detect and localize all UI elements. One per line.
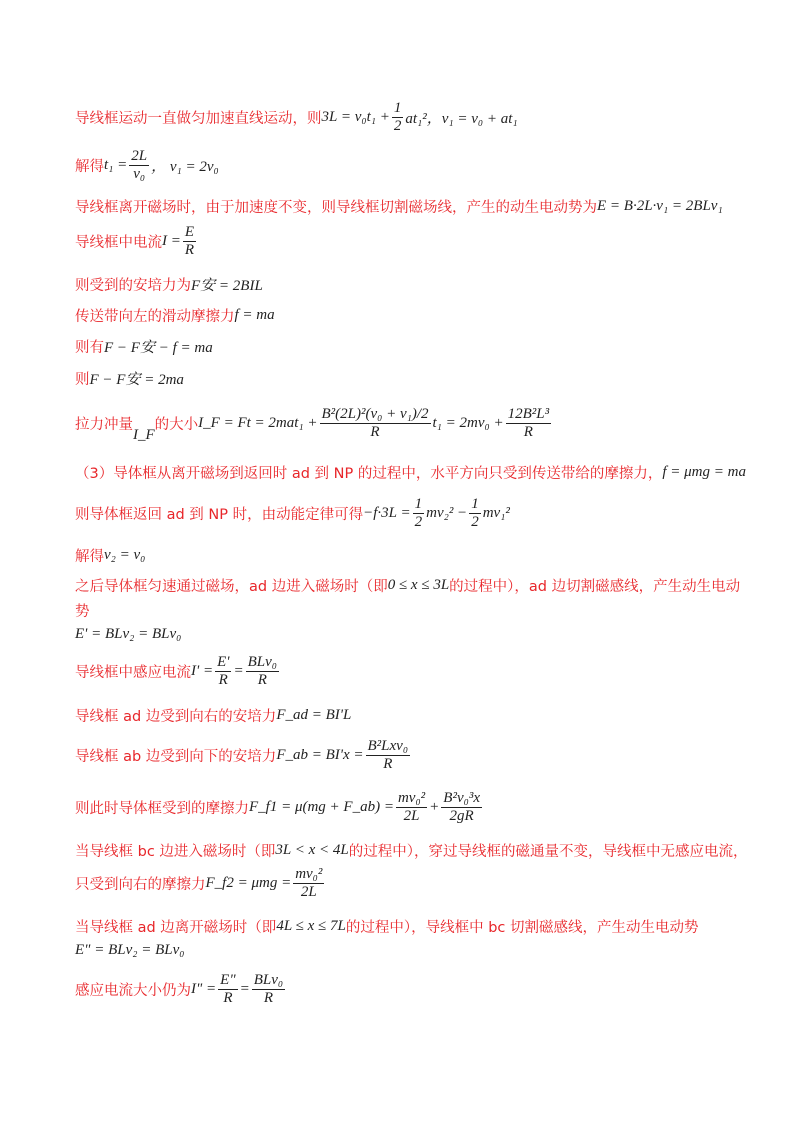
math-expr: I' =: [191, 663, 214, 679]
math-expr: F安 = 2BIL: [191, 278, 263, 294]
fraction: [215, 654, 231, 689]
line-14: [75, 600, 90, 621]
fraction: [392, 100, 404, 135]
numerator: 12B²L³: [507, 406, 550, 422]
math-expr: 0 ≤ x ≤ 3L: [387, 577, 450, 593]
math-expr: I" =: [191, 981, 217, 997]
numerator: 1: [471, 496, 479, 512]
denominator: R: [523, 424, 533, 440]
line-21: [75, 866, 326, 901]
math-expr: E' = BLv₂ = BLv₀: [75, 626, 182, 642]
line-text: 感应电流大小仍为: [75, 983, 191, 999]
line-13: [75, 575, 740, 596]
line-text: 导线框离开磁场时，由于加速度不变，则导线框切割磁场线，产生的动生电动势为: [75, 200, 597, 216]
math-expr: f = μmg = ma: [662, 464, 746, 480]
denominator: 2: [471, 514, 479, 530]
math-expr: 4L ≤ x ≤ 7L: [276, 918, 346, 934]
line-15: [75, 626, 181, 643]
line-6: [75, 305, 275, 326]
denominator: R: [218, 672, 228, 688]
denominator: v₀: [133, 166, 146, 182]
math-expr: F_f2 = μmg =: [205, 875, 292, 891]
line-text: 只受到向右的摩擦力: [75, 877, 206, 893]
line-text: 导线框运动一直做匀加速直线运动，则: [75, 111, 322, 127]
numerator: 1: [393, 100, 402, 116]
fraction: [183, 224, 196, 259]
math-expr: F_f1 = μ(mg + F_ab) =: [249, 799, 394, 815]
fraction: [506, 406, 552, 441]
line-text: 解得: [75, 159, 104, 175]
line-text: 的过程中），穿过导线框的磁通量不变，导线框中无感应电流，: [348, 844, 748, 860]
line-5: [75, 274, 263, 295]
fraction: [413, 496, 425, 531]
denominator: 2: [393, 118, 402, 134]
math-expr: F_ad = BI'L: [276, 707, 352, 723]
line-18: [75, 738, 412, 773]
denominator: R: [257, 672, 267, 688]
fraction: [441, 790, 482, 825]
line-8: [75, 368, 184, 389]
math-expr: −f·3L =: [363, 505, 411, 521]
line-text: 则此时导体框受到的摩擦力: [75, 801, 249, 817]
math-expr: I_F: [133, 427, 155, 443]
fraction: [396, 790, 427, 825]
math-expr: E = B·2L·v₁ = 2BLv₁: [597, 198, 723, 214]
line-4: [75, 224, 198, 259]
math-expr: =: [233, 663, 244, 679]
line-12: [75, 545, 145, 566]
line-17: [75, 705, 351, 726]
numerator: E": [220, 972, 236, 988]
line-20: [75, 840, 747, 861]
line-23: [75, 942, 184, 959]
numerator: BLv₀: [253, 972, 284, 988]
line-19: [75, 790, 484, 825]
line-2: [75, 148, 219, 183]
line-text: 则有: [75, 340, 104, 356]
fraction: [252, 972, 285, 1007]
fraction: [469, 496, 481, 531]
math-expr: v₂ = v₀: [104, 547, 146, 563]
line-text: 导线框中电流: [75, 235, 162, 251]
line-text: 则导体框返回 ad 到 NP 时，由动能定律可得: [75, 507, 364, 523]
math-expr: I_F = Ft = 2mat₁ +: [198, 415, 318, 431]
line-text: 当导线框 ad 边离开磁场时（即: [75, 920, 277, 936]
line-text: 导线框 ad 边受到向右的安培力: [75, 709, 277, 725]
numerator: mv₀²: [295, 866, 323, 882]
line-text: 当导线框 bc 边进入磁场时（即: [75, 844, 276, 860]
fraction: [366, 738, 411, 773]
line-text: 之后导体框匀速通过磁场，ad 边进入磁场时（即: [75, 579, 388, 595]
math-expr: I =: [162, 233, 181, 249]
line-24: [75, 972, 287, 1007]
line-16: [75, 654, 281, 689]
math-expr: ， v₁ = 2v₀: [151, 159, 219, 175]
math-expr: E" = BLv₂ = BLv₀: [75, 942, 185, 958]
math-expr: F_ab = BI'x =: [276, 747, 364, 763]
numerator: B²Lxv₀: [367, 738, 409, 754]
denominator: 2L: [403, 808, 420, 824]
denominator: R: [370, 424, 380, 440]
numerator: 2L: [131, 148, 148, 164]
numerator: 1: [414, 496, 423, 512]
math-expr: at₁²，v₁ = v₀ + at₁: [405, 111, 518, 127]
fraction: [246, 654, 279, 689]
fraction: [293, 866, 324, 901]
math-expr: +: [429, 799, 440, 815]
fraction: [218, 972, 237, 1007]
line-text: （3）导体框从离开磁场到返回时 ad 到 NP 的过程中，水平方向只受到传送带给的摩擦力，: [75, 466, 663, 482]
line-text: 势: [75, 604, 90, 620]
numerator: B²(2L)²(v₀ + v₁)/2: [321, 406, 429, 422]
line-text: 则: [75, 372, 90, 388]
line-text: 拉力冲量: [75, 417, 133, 433]
math-expr: t₁ =: [104, 157, 128, 173]
line-text: 传送带向左的滑动摩擦力: [75, 309, 235, 325]
numerator: B²v₀³x: [443, 790, 480, 806]
denominator: R: [184, 242, 195, 258]
denominator: R: [263, 990, 274, 1006]
denominator: 2L: [300, 884, 317, 900]
math-expr: t₁ = 2mv₀ +: [432, 415, 504, 431]
line-1: [75, 100, 518, 135]
denominator: R: [383, 756, 393, 772]
line-text: 的过程中），ad 边切割磁感线，产生动生电动: [449, 579, 741, 595]
numerator: E': [217, 654, 230, 670]
line-7: [75, 336, 213, 357]
line-text: 则受到的安培力为: [75, 278, 191, 294]
math-expr: f = ma: [234, 307, 275, 323]
fraction: [320, 406, 431, 441]
numerator: BLv₀: [247, 654, 277, 670]
line-10: [75, 462, 746, 483]
math-expr: 3L = v₀t₁ +: [321, 109, 390, 125]
denominator: 2: [414, 514, 423, 530]
numerator: mv₀²: [397, 790, 426, 806]
line-text: 解得: [75, 549, 104, 565]
math-expr: F − F安 = 2ma: [89, 372, 184, 388]
numerator: E: [184, 224, 195, 240]
math-expr: 3L < x < 4L: [275, 842, 349, 858]
line-text: 的过程中），导线框中 bc 切割磁感线，产生动生电动势: [345, 920, 699, 936]
line-text: 导线框中感应电流: [75, 665, 191, 681]
line-9: [75, 406, 553, 441]
line-text: 导线框 ab 边受到向下的安培力: [75, 749, 277, 765]
math-expr: mv₂² −: [426, 505, 468, 521]
math-expr: =: [239, 981, 250, 997]
line-11: [75, 496, 510, 531]
math-expr: mv₁²: [482, 505, 510, 521]
line-3: [75, 196, 723, 217]
math-expr: F − F安 − f = ma: [104, 340, 213, 356]
denominator: 2gR: [449, 808, 474, 824]
line-text: 的大小: [154, 417, 199, 433]
denominator: R: [223, 990, 233, 1006]
line-22: [75, 916, 699, 937]
fraction: [129, 148, 149, 183]
